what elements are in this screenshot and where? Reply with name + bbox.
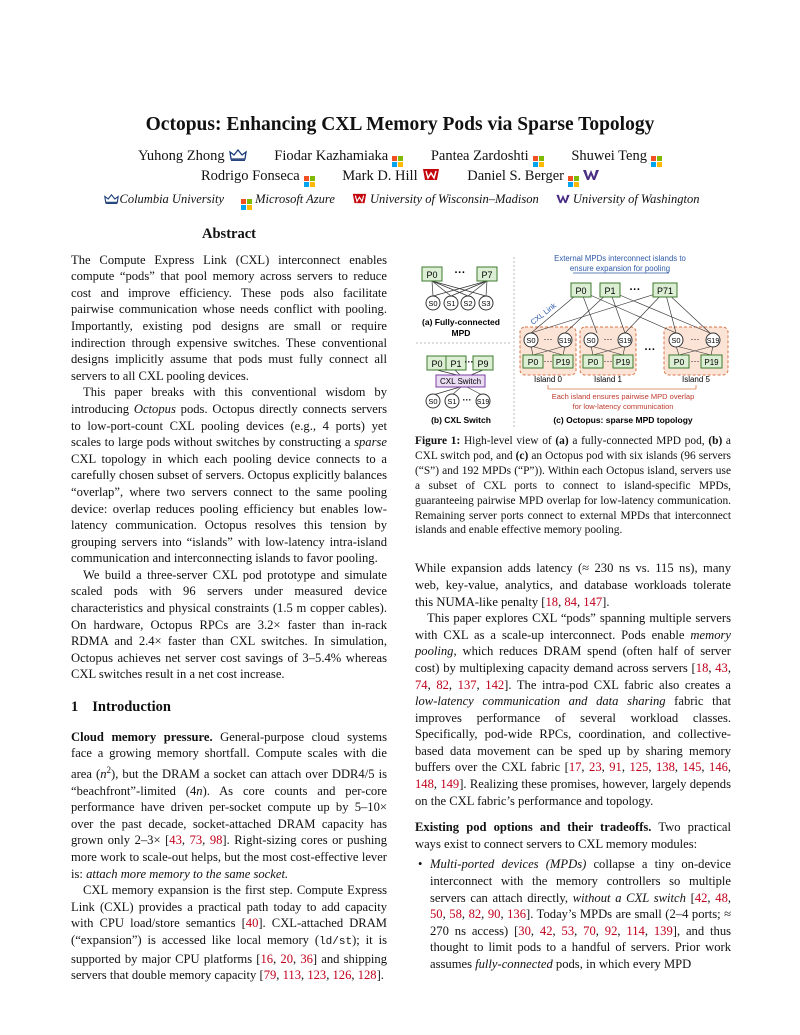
ellipsis: ··· [690,334,700,344]
panel-b [426,356,493,425]
microsoft-logo-icon [568,176,579,187]
mpd-label: P9 [477,359,489,369]
mpd-label: P19 [615,358,631,367]
author: Yuhong Zhong [138,148,247,164]
ellipsis: ··· [603,356,613,366]
panel-c-label: (c) Octopus: sparse MPD topology [553,415,693,425]
abstract-paragraph-3: We build a three-server CXL pod prototype and simulate scaled pods with 96 servers under measured device characteristics and physical constraints (1.5 m copper cables). On hardware, Octopus RPCs are 3.2× faster than in-rack RDMA and 2.4× faster than CXL switches. In simulation, Octopus achieves net server cost savings of 3–5.4% whereas CXL switches result in a net cost increase. [71,567,387,682]
citation-link[interactable]: 147 [583,594,603,609]
citation-link[interactable]: 18 [695,660,709,675]
server-label: S0 [586,336,596,345]
ellipsis: ··· [603,334,613,344]
ellipsis: ··· [454,267,466,279]
mpd-label: P0 [426,270,438,280]
panel-a-label: (a) Fully-connected [422,317,500,327]
citation-link[interactable]: 43 [169,833,182,848]
microsoft-logo-icon [533,156,544,167]
figure-caption: Figure 1: High-level view of (a) a fully-connected MPD pod, (b) a CXL switch pod, and (c) an Octopus pod with six islands (96 servers (“S”) and 192 MPDs (“P”)). Within each Octopus island, servers use a subset of CXL ports to connect to island-specific MPDs, guaranteeing pairwise MPD overlap for low-latency communication. Remaining server ports connect to external MPDs that interconnect islands and enable effective memory pooling. [415,435,731,537]
wisconsin-logo-icon [352,193,367,204]
citation-link[interactable]: 126 [332,968,352,983]
authors-line-2 [0,168,800,187]
citation-link[interactable]: 138 [655,760,675,775]
crown-icon [229,149,247,161]
citation-link[interactable]: 18 [545,594,559,609]
citation-link[interactable]: 50 [430,907,443,922]
author: Mark D. Hill [342,168,439,184]
affiliation: Microsoft Azure [237,192,335,206]
server-label: S3 [481,299,491,308]
citation-link[interactable]: 137 [457,677,477,692]
author: Rodrigo Fonseca [201,168,315,184]
left-column [71,226,387,984]
affiliations [0,192,800,210]
intro-paragraph-1: Cloud memory pressure. General-purpose cloud systems face a growing memory shortfall. Compute scales with die area $(n^2)$, but the DRAM a socket can attach over DDR4/5 is “beachfront”-limited (4n). As core counts and per-core performance have driven per-socket compute up by 5–10× over the past decade, socket-attached DRAM capacity has grown only 2–3× [43, 73, 98]. Right-sizing cores or pushing more work to scale-out helps, but the most cost-effective lever is: attach more memory to the same socket. [71,729,388,881]
abstract-heading: Abstract [202,226,256,242]
right-column [415,251,731,973]
citation-link[interactable]: 92 [604,923,618,938]
mpd-label: P0 [527,357,539,367]
citation-link[interactable]: 149 [440,777,460,792]
server-label: S1 [447,397,457,406]
wisconsin-logo-icon [422,168,440,181]
server-label: S0 [526,336,536,345]
citation-link[interactable]: 42 [694,890,708,905]
server-label: S1 [446,299,456,308]
right-paragraph-3: Existing pod options and their tradeoffs. Two practical ways exist to connect servers to CXL memory modules: [415,820,731,851]
citation-link[interactable]: 42 [539,923,553,938]
server-label: S2 [463,299,473,308]
ellipsis: ··· [464,357,474,367]
citation-link[interactable]: 123 [307,968,327,983]
abstract-paragraph-2: This paper breaks with this conventional wisdom by introducing Octopus pods. Octopus directly connects servers to low-port-count CXL pooling devices (e.g., 4 ports) yet scales to large pods without switches by constructing a sparse CXL topology in which each pooling device connects to a carefully chosen subset of servers. Octopus explicitly balances “overlap”, where two servers connect to the same pooling device: overlap reduces pooling efficiency but enables low-latency communication. Octopus resolves this tension by grouping servers into “islands” with low-latency intra-island communication and interconnecting islands to favor pooling. [71,385,387,566]
ellipsis: ··· [644,344,656,356]
external-mpd-note: ensure expansion for pooling [569,264,671,273]
affiliation: University of Washington [552,192,700,206]
uw-logo-icon [583,169,599,181]
mpd-label: P0 [575,286,587,296]
ellipsis: ··· [690,356,700,366]
citation-link[interactable]: 82 [436,677,449,692]
abstract-paragraph-1: The Compute Express Link (CXL) interconnect enables compute “pods” that pool memory across servers to reduce cost and improve efficiency. These pods also facilitate pairwise communication whose needs conflict with pooling. Importantly, existing pod designs are small or require indirection through expensive switches. These conventional designs implicitly assume that pods must fully connect all servers to all CXL pooling devices. [71,252,387,383]
authors-line-1 [0,148,800,167]
panel-a-label: MPD [451,328,471,338]
affiliation: Columbia University [100,192,224,206]
author: Daniel S. Berger [467,168,599,184]
server-label: S19 [476,399,490,406]
overlap-note: Each island ensures pairwise MPD overlap [551,392,695,401]
citation-link[interactable]: 43 [715,660,728,675]
microsoft-logo-icon [392,156,403,167]
citation-link[interactable]: 40 [245,916,259,931]
citation-link[interactable]: 142 [485,677,505,692]
external-mpd-note: External MPDs interconnect islands to [554,254,686,263]
microsoft-logo-icon [651,156,662,167]
server-label: S19 [706,338,720,345]
microsoft-logo-icon [304,176,315,187]
citation-link[interactable]: 148 [415,777,434,792]
server-label: S0 [671,336,681,345]
citation-link[interactable]: 90 [487,907,501,922]
intro-paragraph-2: CXL memory expansion is the first step. Compute Express Link (CXL) provides a practical path today to add capacity with CPU load/store semantics [40]. CXL-attached DRAM (“expansion”) is accessed like local memory (ld/st); it is supported by major CPU platforms [16, 20, 36] and shipping servers that double memory capacity [79, 113, 123, 126, 128]. [71,883,388,983]
citation-link[interactable]: 70 [583,923,596,938]
island-label: Island 5 [681,375,711,384]
mpd-label: P0 [673,357,685,367]
citation-link[interactable]: 36 [300,951,313,966]
affiliation: University of Wisconsin–Madison [348,192,539,206]
right-paragraph-1: While expansion adds latency (≈ 230 ns vs. 115 ns), many web, key-value, analytics, and database workloads tolerate this NUMA-like penalty [18, 84, 147]. [415,561,731,609]
section-heading-introduction: 1 Introduction [71,699,171,716]
server-label: S0 [428,299,438,308]
ellipsis: ··· [462,395,472,405]
citation-link[interactable]: 84 [564,594,577,609]
author: Fiodar Kazhamiaka [274,148,403,164]
island-label: Island 0 [533,375,563,384]
figure-1 [415,251,731,456]
bullet-item: • Multi-ported devices (MPDs) collapse a tiny on-device interconnect with the memory controllers so multiple servers can attach directly, without a CXL switch [42, 48, 50, 58, 82, 90, 136]. Today’s MPDs are small (2–4 ports; ≈ 270 ns access) [30, 42, 53, 70, 92, 114, 139], and thus thought to limit pods to a handful of servers. Prior work assumes fully-connected pods, in which every MPD [418,857,732,971]
citation-link[interactable]: 91 [609,760,622,775]
citation-link[interactable]: 58 [449,907,462,922]
citation-link[interactable]: 146 [709,760,728,775]
panel-c [520,254,728,425]
microsoft-logo-icon [241,199,252,210]
ellipsis: ··· [543,334,553,344]
cxl-link-label: CXL Link [528,300,558,327]
mpd-label: P19 [704,358,719,367]
citation-link[interactable]: 79 [263,968,277,983]
overlap-note: for low-latency communication [572,402,674,411]
island-label: Island 1 [593,375,623,384]
citation-link[interactable]: 98 [209,833,223,848]
author: Pantea Zardoshti [431,148,544,164]
citation-link[interactable]: 48 [715,890,728,905]
mpd-label: P1 [604,286,616,296]
author: Shuwei Teng [571,148,662,164]
citation-link[interactable]: 139 [653,923,673,938]
cxl-switch-label: CXL Switch [439,377,482,386]
mpd-label: P7 [481,270,493,280]
citation-link[interactable]: 113 [282,968,302,983]
citation-link[interactable]: 136 [507,907,527,922]
ellipsis: ··· [543,356,553,366]
inline-code: ld/st [319,935,353,948]
citation-link[interactable]: 145 [682,760,702,775]
server-label: S19 [558,338,572,345]
citation-link[interactable]: 114 [626,923,645,938]
mpd-label: P0 [431,359,443,369]
citation-link[interactable]: 17 [568,760,582,775]
panel-a [422,267,500,338]
crown-icon [104,194,119,204]
panel-b-label: (b) CXL Switch [431,415,491,425]
citation-link[interactable]: 20 [280,951,293,966]
uw-logo-icon [556,194,570,204]
ellipsis: ··· [629,284,641,296]
bullet-icon: • [418,857,423,872]
citation-link[interactable]: 53 [561,923,575,938]
citation-link[interactable]: 128 [357,968,377,983]
citation-link[interactable]: 23 [589,760,602,775]
server-label: S0 [428,397,438,406]
citation-link[interactable]: 125 [629,760,649,775]
topology-diagram [415,251,731,456]
citation-link[interactable]: 16 [260,951,274,966]
mpd-label: P19 [555,358,571,367]
citation-link[interactable]: 30 [518,923,531,938]
right-paragraph-2: This paper explores CXL “pods” spanning multiple servers with CXL as a scale-up interconnect. Pods enable memory pooling, which reduces DRAM spend (often half of server cost) by multiplexing capacity demand across servers [18, 43, 74, 82, 137, 142]. The intra-pod CXL fabric also creates a low-latency communication and data sharing fabric that improves performance of several workload classes. Specifically, pod-wide RPCs, coordination, and collective-based data movement can be sped up by sharing memory buffers over the CXL fabric [17, 23, 91, 125, 138, 145, 146, 148, 149]. Realizing these promises, however, largely depends on the CXL fabric’s performance and topology. [415,611,732,808]
mpd-label: P1 [450,359,462,369]
paper-title: Octopus: Enhancing CXL Memory Pods via Sparse Topology [145,114,655,135]
citation-link[interactable]: 73 [189,833,203,848]
mpd-label: P71 [656,286,674,296]
server-label: S19 [618,338,632,345]
mpd-label: P0 [587,357,599,367]
citation-link[interactable]: 74 [415,677,428,692]
citation-link[interactable]: 82 [468,907,482,922]
